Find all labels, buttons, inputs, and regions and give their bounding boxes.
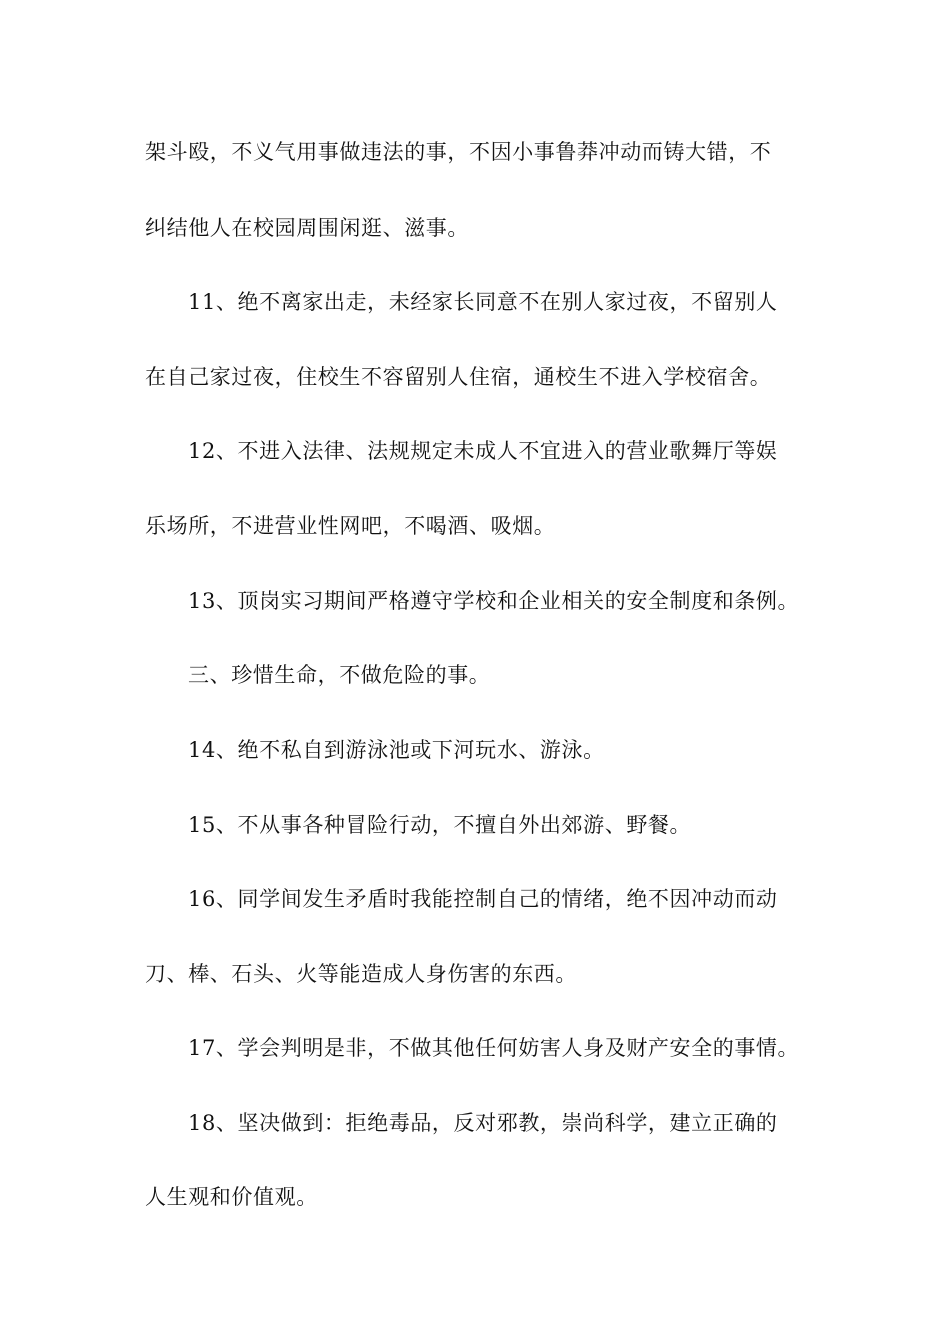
paragraph-item-13: 13、顶岗实习期间严格遵守学校和企业相关的安全制度和条例。: [188, 589, 800, 613]
text-line: 架斗殴，不义气用事做违法的事，不因小事鲁莽冲动而铸大错，不: [145, 140, 772, 164]
paragraph-item-12: 12、不进入法律、法规规定未成人不宜进入的营业歌舞厅等娱: [188, 439, 778, 463]
paragraph-item-15: 15、不从事各种冒险行动，不擅自外出郊游、野餐。: [188, 813, 692, 837]
text-line: 人生观和价值观。: [145, 1185, 318, 1209]
paragraph-item-14: 14、绝不私自到游泳池或下河玩水、游泳。: [188, 738, 605, 762]
text-line: 刀、棒、石头、火等能造成人身伤害的东西。: [145, 962, 577, 986]
text-line: 纠结他人在校园周围闲逛、滋事。: [145, 216, 469, 240]
paragraph-item-17: 17、学会判明是非，不做其他任何妨害人身及财产安全的事情。: [188, 1036, 800, 1060]
paragraph-item-11: 11、绝不离家出走，未经家长同意不在别人家过夜，不留别人: [188, 290, 778, 314]
paragraph-item-16: 16、同学间发生矛盾时我能控制自己的情绪，绝不因冲动而动: [188, 887, 778, 911]
text-line: 乐场所，不进营业性网吧，不喝酒、吸烟。: [145, 514, 556, 538]
section-heading: 三、珍惜生命，不做危险的事。: [188, 663, 491, 687]
paragraph-item-18: 18、坚决做到：拒绝毒品，反对邪教，崇尚科学，建立正确的: [188, 1111, 778, 1135]
text-line: 在自己家过夜，住校生不容留别人住宿，通校生不进入学校宿舍。: [145, 365, 772, 389]
